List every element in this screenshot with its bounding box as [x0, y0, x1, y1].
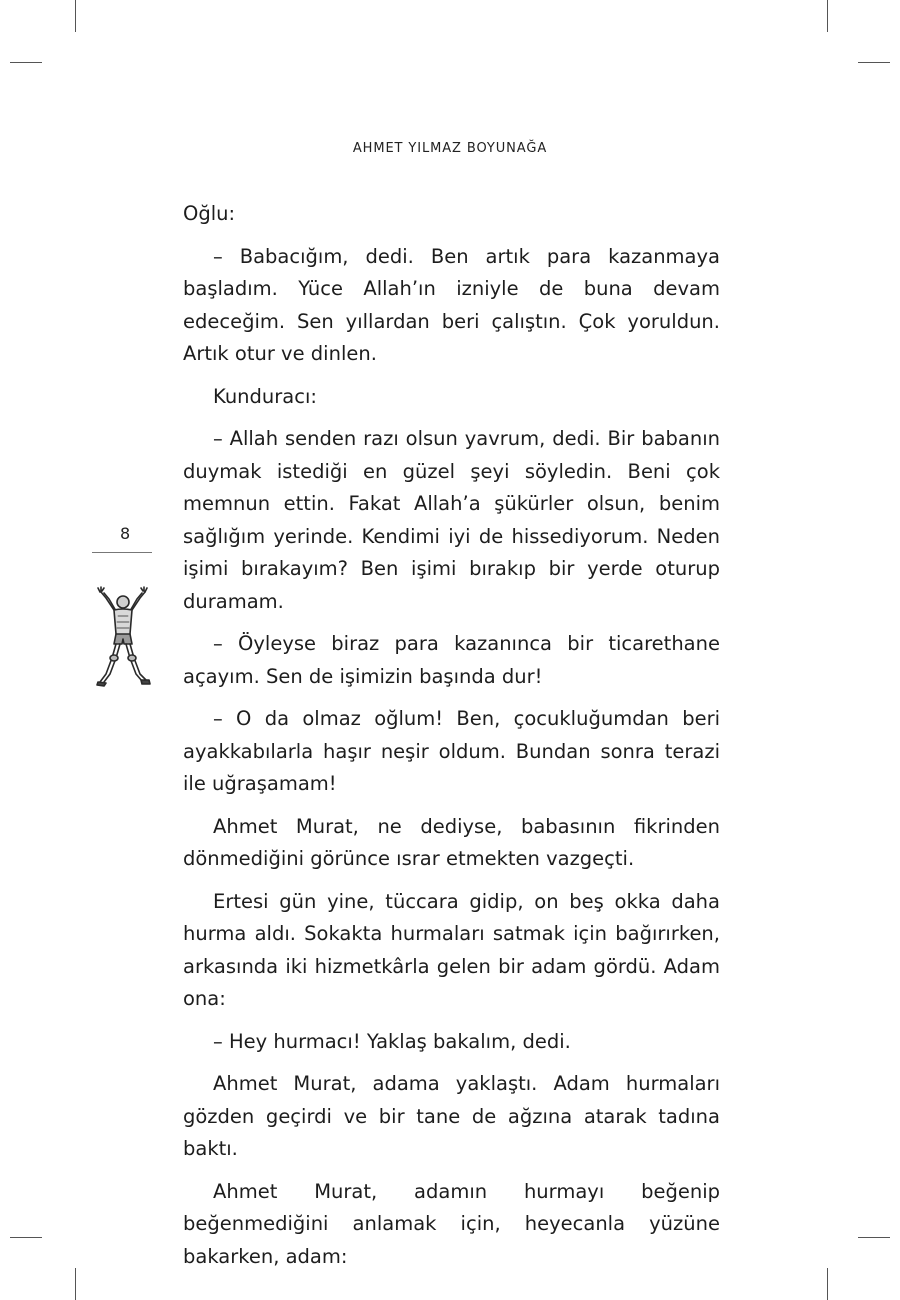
- paragraph: Oğlu:: [183, 202, 236, 225]
- page-number: 8: [120, 524, 131, 543]
- paragraph: – Babacığım, dedi. Ben artık para kazanmaya başladım. Yüce Allah’ın izniyle de buna devam edeceğim. Sen yıllardan beri çalıştın. Çok yoruldun. Artık otur ve dinlen.: [183, 244, 720, 365]
- paragraph: Kunduracı:: [213, 384, 317, 408]
- crop-mark: [75, 0, 76, 32]
- boy-cheering-illustration-icon: [92, 584, 154, 688]
- crop-mark: [858, 62, 890, 63]
- crop-mark: [827, 1268, 828, 1300]
- paragraph: – O da olmaz oğlum! Ben, çocukluğumdan beri ayakkabılarla haşır neşir oldum. Bundan sonra terazi ile uğraşamam!: [183, 707, 720, 795]
- body-text: [183, 198, 720, 1283]
- crop-mark: [10, 62, 42, 63]
- paragraph: – Hey hurmacı! Yaklaş bakalım, dedi.: [213, 1029, 571, 1053]
- crop-mark: [10, 1237, 42, 1238]
- crop-mark: [827, 0, 828, 32]
- paragraph: Ertesi gün yine, tüccara gidip, on beş okka daha hurma aldı. Sokakta hurmaları satmak için bağırırken, arkasında iki hizmetkârla gelen bir adam gördü. Adam ona:: [183, 889, 720, 1010]
- crop-mark: [75, 1268, 76, 1300]
- paragraph: Ahmet Murat, adama yaklaştı. Adam hurmaları gözden geçirdi ve bir tane de ağzına atarak tadına baktı.: [183, 1072, 720, 1160]
- paragraph: – Öyleyse biraz para kazanınca bir ticarethane açayım. Sen de işimizin başında dur!: [183, 632, 720, 688]
- paragraph: – Allah senden razı olsun yavrum, dedi. Bir babanın duymak istediği en güzel şeyi söyledin. Beni çok memnun ettin. Fakat Allah’a şükürler olsun, benim sağlığım yerinde. Kendimi iyi de hissediyorum. Neden işimi bırakayım? Ben işimi bırakıp bir yerde oturup duramam.: [183, 427, 720, 613]
- crop-mark: [858, 1237, 890, 1238]
- running-head: AHMET YILMAZ BOYUNAĞA: [352, 141, 548, 156]
- paragraph: Ahmet Murat, adamın hurmayı beğenip beğenmediğini anlamak için, heyecanla yüzüne bakarken, adam:: [183, 1179, 720, 1268]
- paragraph: Ahmet Murat, ne dediyse, babasının fikrinden dönmediğini görünce ısrar etmekten vazgeçti.: [183, 814, 720, 870]
- page-number-rule: [92, 552, 152, 553]
